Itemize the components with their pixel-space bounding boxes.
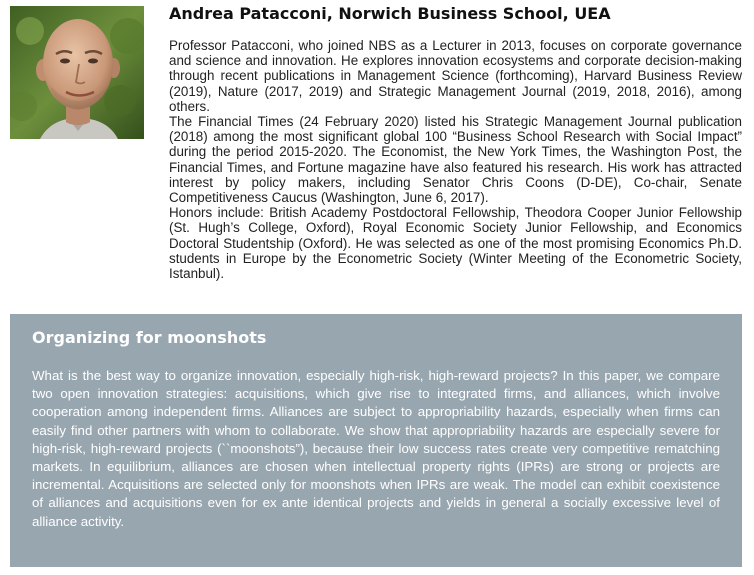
bio-paragraph: Professor Patacconi, who joined NBS as a Lecturer in 2013, focuses on corporate governance and science and innovation. He explores innovation ecosystems and corporate decision-making through recent publications in Management Science (forthcoming), Harvard Business Review (2019), Nature (2017, 2019) and Strategic Management Journal (2019, 2018, 2016), among others. bbox=[169, 38, 742, 114]
bio-paragraph: Honors include: British Academy Postdoctoral Fellowship, Theodora Cooper Junior Fellowship (St. Hugh’s College, Oxford), Royal Economic Society Junior Fellowship, and Economics Doctoral Studentship (Oxford). He was selected as one of the most promising Economics Ph.D. students in Europe by the Econometric Society (Winter Meeting of the Econometric Society, Istanbul). bbox=[169, 205, 742, 282]
speaker-bio bbox=[169, 4, 742, 281]
speaker-name: Andrea Patacconi, Norwich Business School, UEA bbox=[169, 4, 611, 23]
abstract-title: Organizing for moonshots bbox=[32, 328, 267, 347]
bio-paragraph: The Financial Times (24 February 2020) listed his Strategic Management Journal publication (2018) among the most significant global 100 “Business School Research with Social Impact” during the period 2015-2020. The Economist, the New York Times, the Washington Post, the Financial Times, and Fortune magazine have also featured his research. His work has attracted interest by policy makers, including Senator Chris Coons (D-DE), Co-chair, Senate Competitiveness Caucus (Washington, June 6, 2017). bbox=[169, 114, 742, 206]
abstract-panel bbox=[10, 314, 742, 567]
portrait-image bbox=[10, 6, 144, 139]
speaker-photo bbox=[10, 6, 144, 139]
abstract-text: What is the best way to organize innovation, especially high-risk, high-reward projects? In this paper, we compare two open innovation strategies: acquisitions, which give rise to integrated firms, and alliances, which involve cooperation among independent firms. Alliances are subject to appropriability hazards, especially when firms can easily find other partners with whom to collaborate. We show that appropriability hazards are especially severe for high-risk, high-reward projects (``moonshots”), because their low success rates create very competitive rematching markets. In equilibrium, alliances are chosen when intellectual property rights (IPRs) are strong or projects are incremental. Acquisitions are selected only for moonshots when IPRs are weak. The model can exhibit coexistence of alliances and acquisitions even for ex ante identical projects and yields in general a socially excessive level of alliance activity. bbox=[32, 368, 720, 529]
